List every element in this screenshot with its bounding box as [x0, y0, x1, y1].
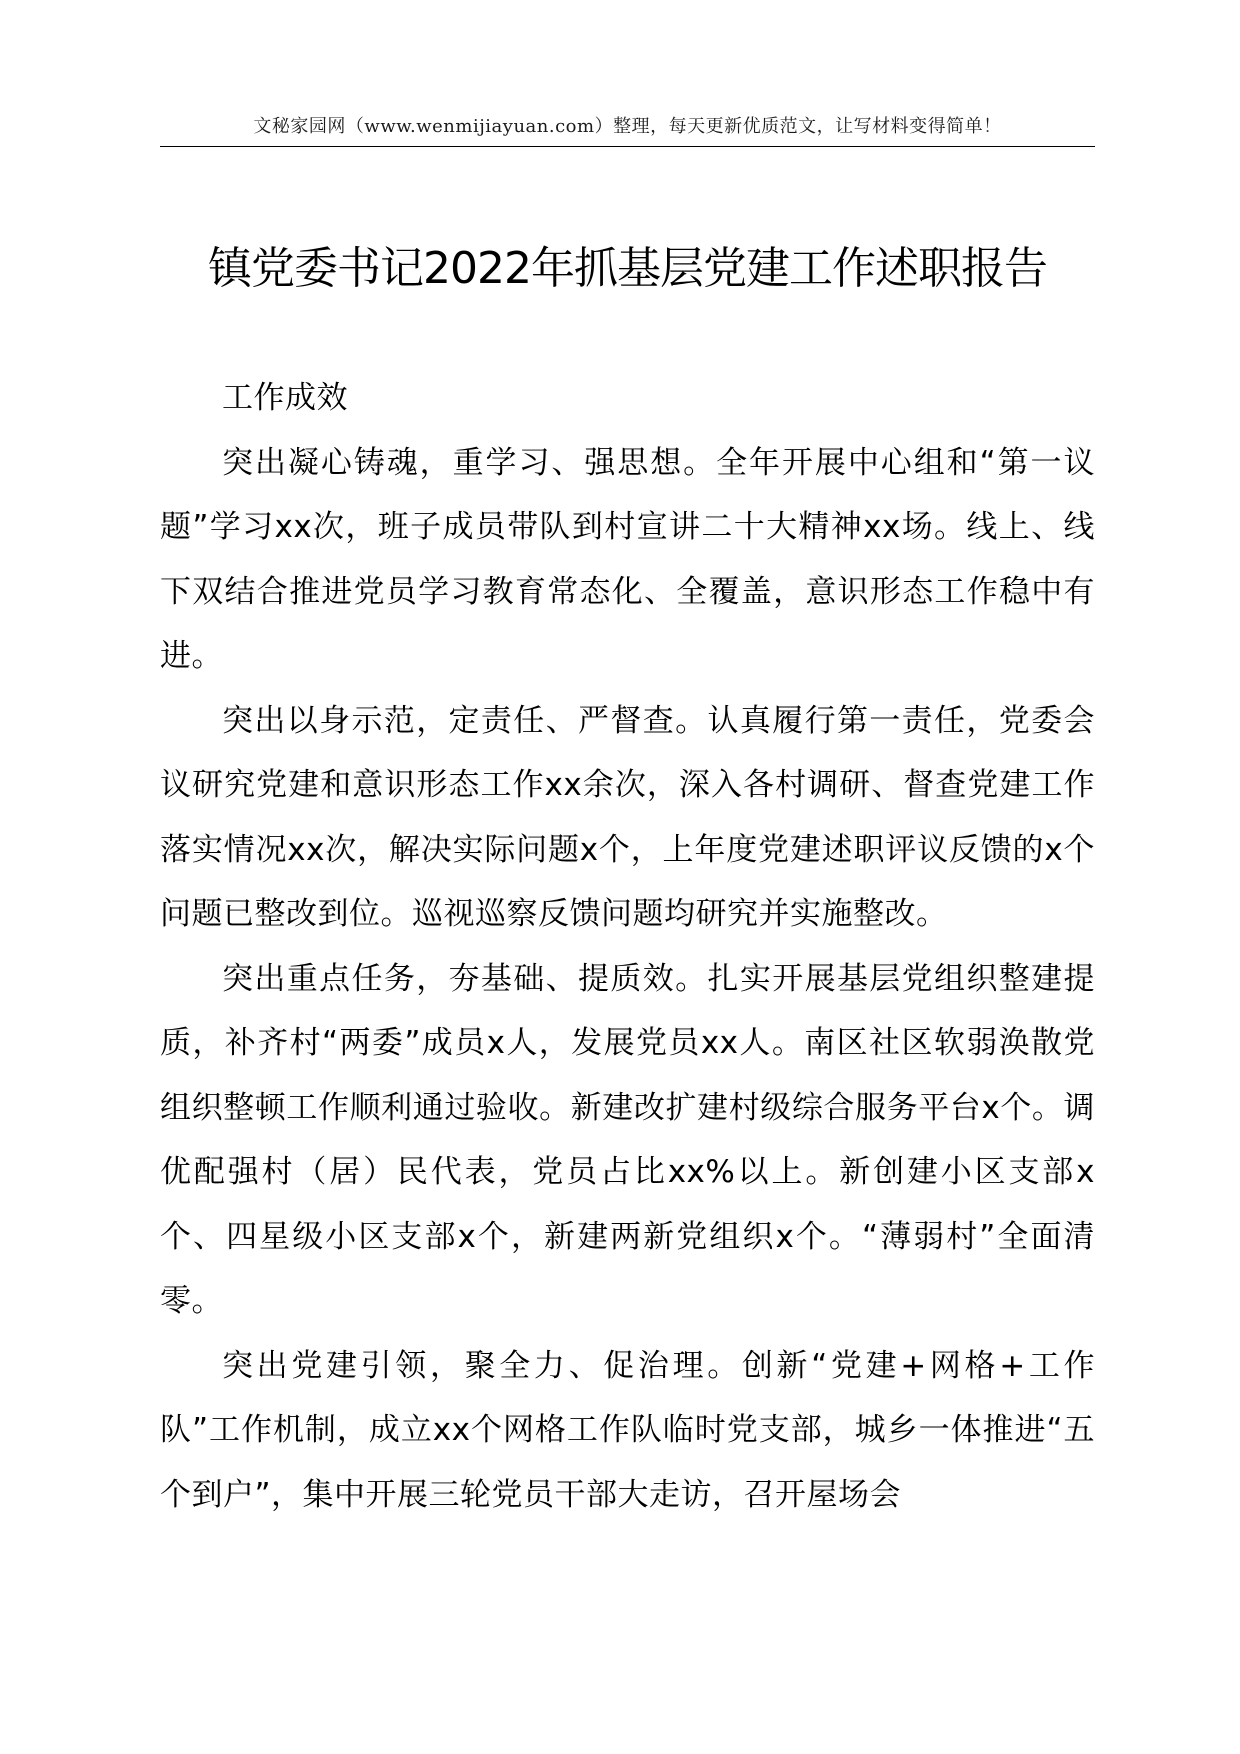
- document-title: 镇党委书记2022年抓基层党建工作述职报告: [208, 243, 1047, 294]
- body-paragraph: 突出凝心铸魂，重学习、强思想。全年开展中心组和“第一议题”学习xx次，班子成员带队到村宣讲二十大精神xx场。线上、线下双结合推进党员学习教育常态化、全覆盖，意识形态工作稳中有进。: [160, 444, 1095, 674]
- body-paragraph: 突出以身示范，定责任、严督查。认真履行第一责任，党委会议研究党建和意识形态工作xx余次，深入各村调研、督查党建工作落实情况xx次，解决实际问题x个，上年度党建述职评议反馈的x个问题已整改到位。巡视巡察反馈问题均研究并实施整改。: [160, 702, 1095, 932]
- section-heading: 工作成效: [222, 380, 348, 416]
- body-paragraph: 突出重点任务，夯基础、提质效。扎实开展基层党组织整建提质，补齐村“两委”成员x人，发展党员xx人。南区社区软弱涣散党组织整顿工作顺利通过验收。新建改扩建村级综合服务平台x个。调优配强村（居）民代表，党员占比xx%以上。新创建小区支部x个、四星级小区支部x个，新建两新党组织x个。“薄弱村”全面清零。: [160, 960, 1095, 1319]
- body-paragraph: 突出党建引领，聚全力、促治理。创新“党建+网格+工作队”工作机制，成立xx个网格工作队临时党支部，城乡一体推进“五个到户”，集中开展三轮党员干部大走访，召开屋场会: [160, 1347, 1095, 1513]
- header-divider: [160, 146, 1095, 147]
- document-body: [160, 366, 1095, 1527]
- page-header: 文秘家园网（www.wenmijiayuan.com）整理，每天更新优质范文，让写材料变得简单！: [253, 116, 1002, 137]
